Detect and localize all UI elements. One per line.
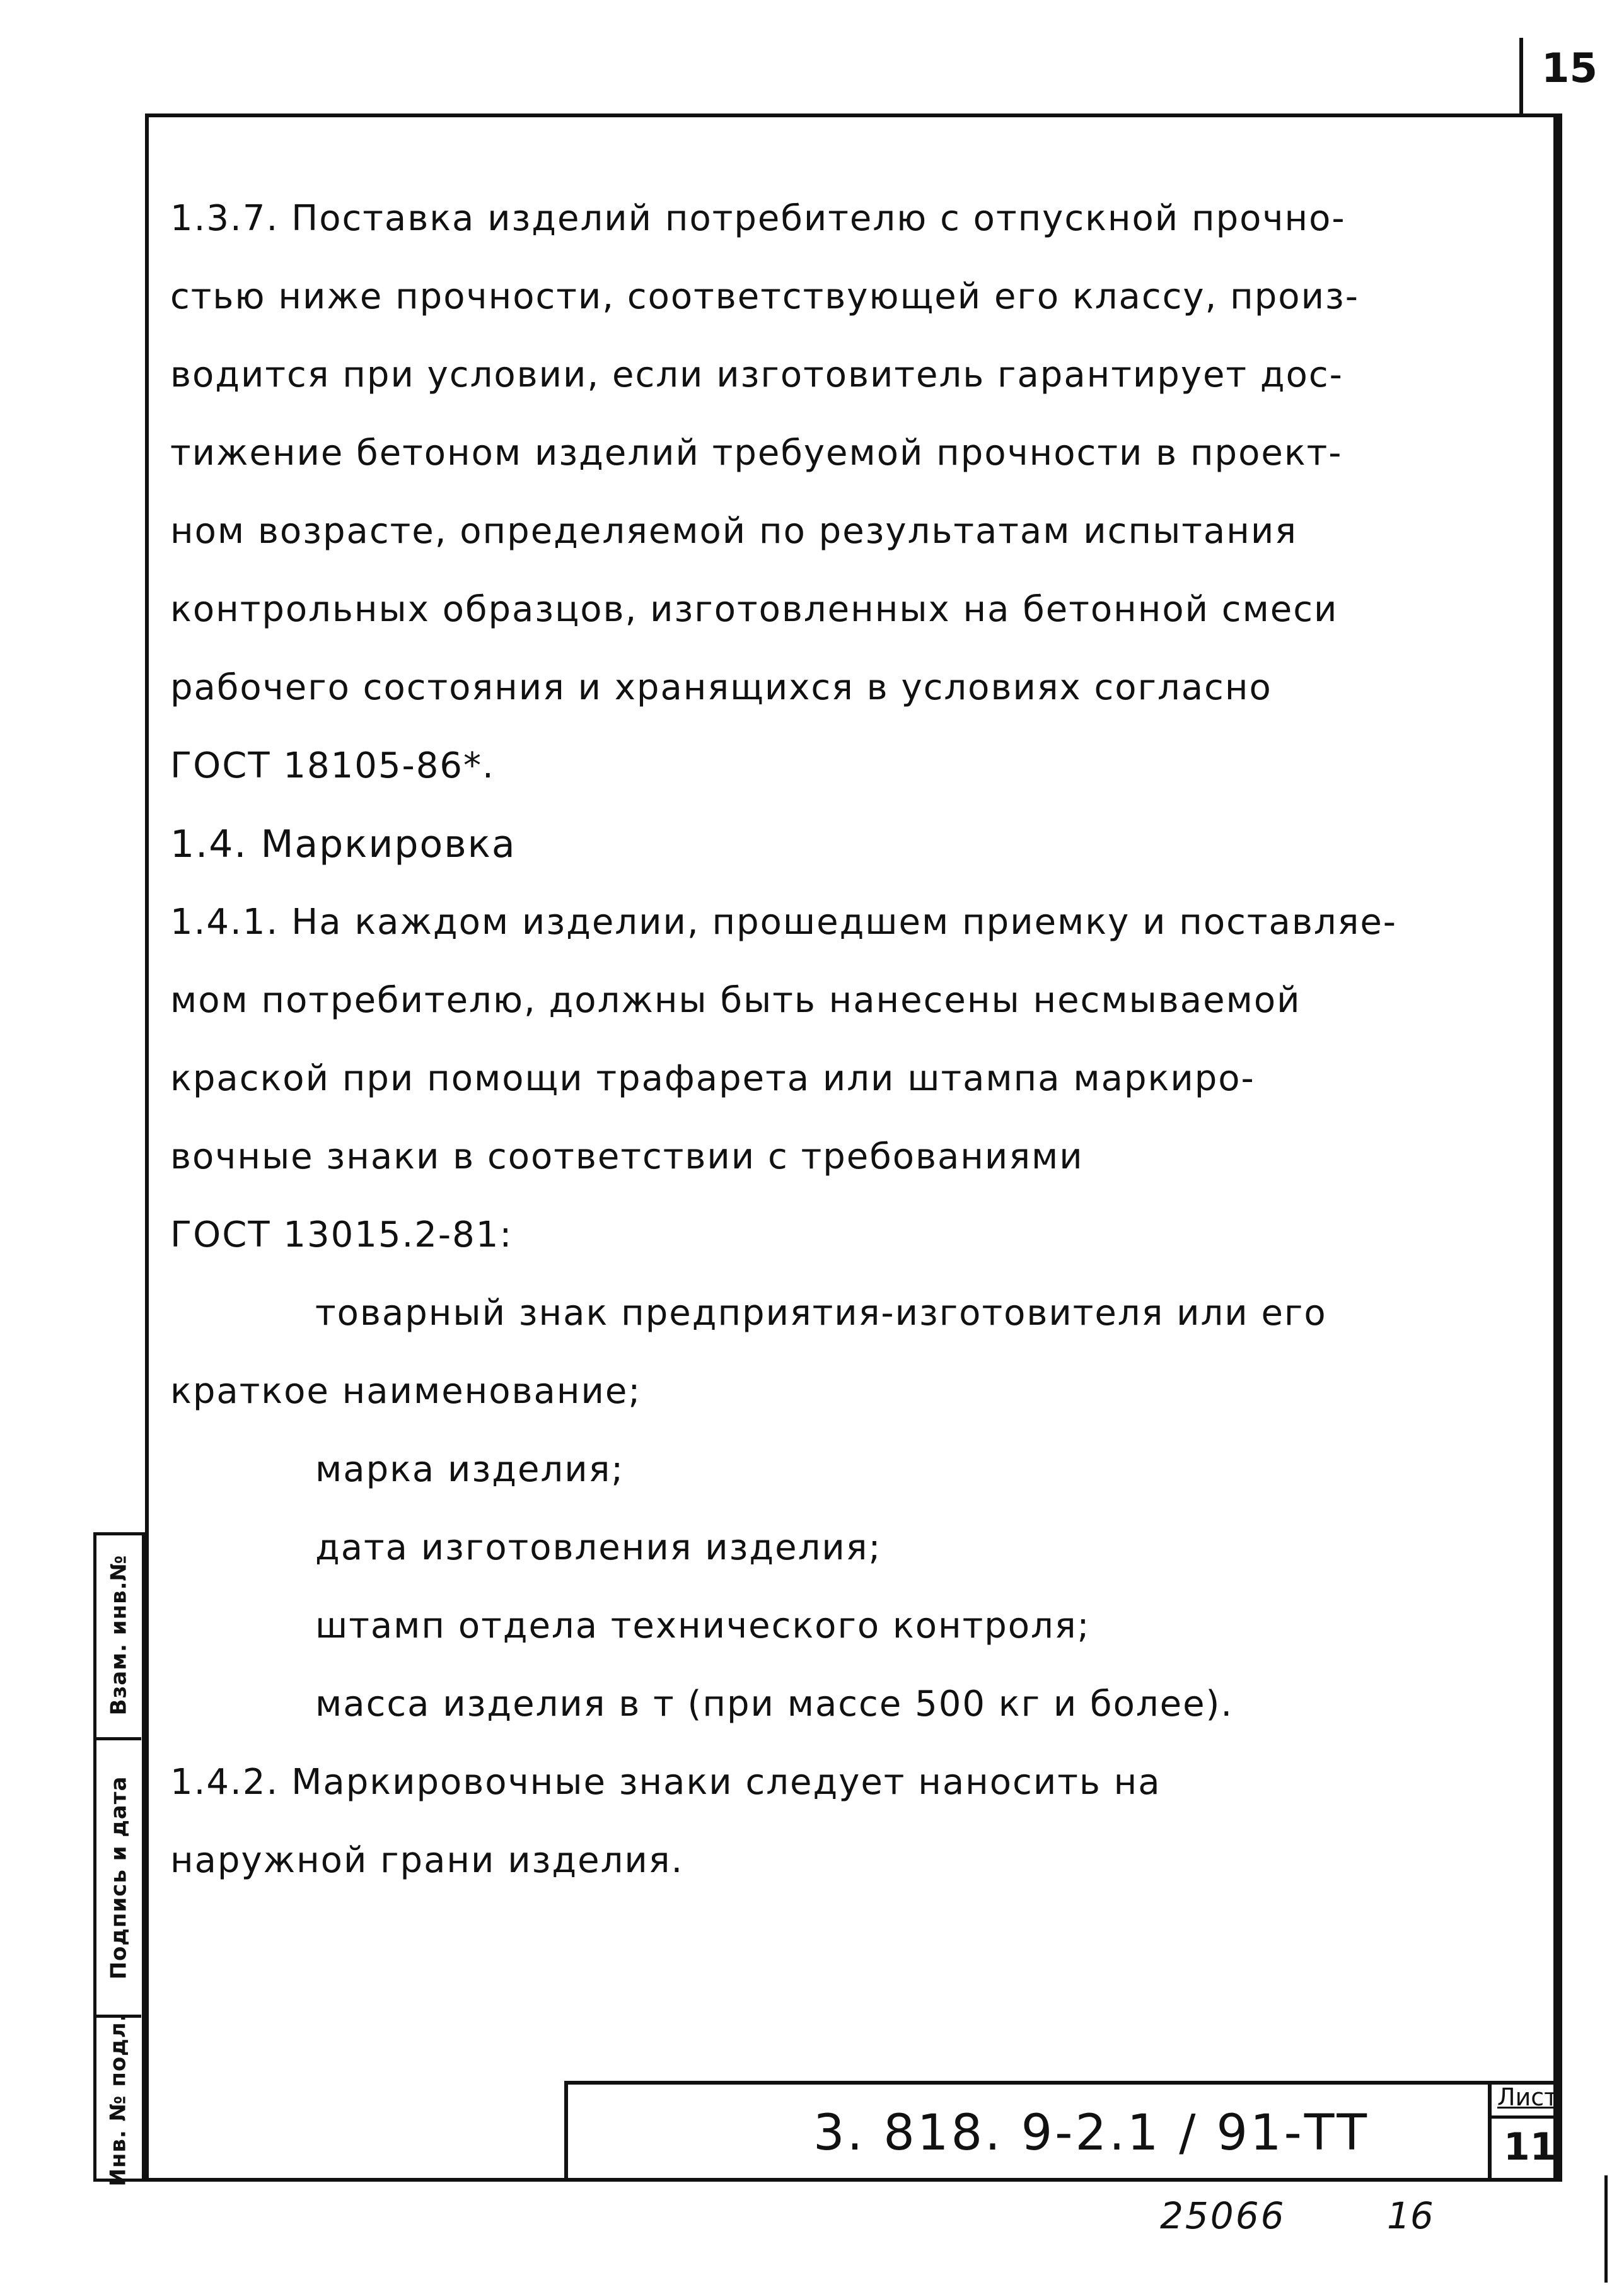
sheet-label: Лист <box>1497 2083 1558 2111</box>
clause-1-4-1-line: мом потребителю, должны быть нанесены несмываемой <box>170 980 1301 1021</box>
list-item-cont: краткое наименование; <box>170 1371 642 1412</box>
stamp-label: Инв. № подл. <box>106 2013 131 2187</box>
clause-1-3-7-line: рабочего состояния и хранящихся в условиях согласно <box>170 667 1272 708</box>
list-item: марка изделия; <box>315 1449 625 1490</box>
stamp-label: Подпись и дата <box>106 1776 132 1979</box>
corner-mark <box>1519 38 1523 113</box>
frame-right-edge <box>1555 113 1562 2182</box>
document-code: 3. 818. 9-2.1 / 91-ТТ <box>813 2105 1370 2162</box>
clause-1-4-1: 1.4.1. На каждом изделии, прошедшем приемку и поставляе- <box>170 902 1397 943</box>
stamp-cell-podpis <box>96 1740 141 2018</box>
clause-1-4-2-line: наружной грани изделия. <box>170 1840 684 1881</box>
clause-1-3-7-line: контрольных образцов, изготовленных на бетонной смеси <box>170 589 1338 630</box>
stamp-cell-inv-podl <box>96 2013 141 2187</box>
list-item: масса изделия в т (при массе 500 кг и более). <box>315 1684 1234 1725</box>
clause-1-4-1-line: ГОСТ 13015.2-81: <box>170 1214 513 1255</box>
archive-sheet: 16 <box>1387 2194 1434 2237</box>
clause-1-4-2: 1.4.2. Маркировочные знаки следует наносить на <box>170 1762 1161 1803</box>
document-body <box>170 180 1538 1900</box>
edge-tick <box>1604 2175 1608 2283</box>
stamp-cell-inv-vzam <box>96 1532 141 1740</box>
list-item: дата изготовления изделия; <box>315 1527 882 1568</box>
sheet-divider <box>1492 2115 1557 2119</box>
sheet-number: 11 <box>1504 2125 1557 2169</box>
list-item: штамп отдела технического контроля; <box>315 1605 1091 1646</box>
clause-1-3-7-line: ном возрасте, определяемой по результатам испытания <box>170 511 1297 552</box>
list-item: товарный знак предприятия-изготовителя или его <box>315 1293 1327 1334</box>
clause-1-3-7-line: ГОСТ 18105-86*. <box>170 745 495 786</box>
section-heading-marking: 1.4. Маркировка <box>170 822 516 866</box>
clause-1-4-1-line: вочные знаки в соответствии с требованиями <box>170 1136 1084 1177</box>
clause-1-3-7-line: стью ниже прочности, соответствующей его классу, произ- <box>170 276 1359 317</box>
clause-1-3-7-line: водится при условии, если изготовитель гарантирует дос- <box>170 354 1343 395</box>
archive-number: 25066 <box>1160 2194 1286 2237</box>
clause-1-4-1-line: краской при помощи трафарета или штампа маркиро- <box>170 1058 1255 1099</box>
clause-1-3-7: 1.3.7. Поставка изделий потребителю с отпускной прочно- <box>170 198 1346 239</box>
page-number: 15 <box>1541 45 1598 92</box>
stamp-label: Взам. инв.№ <box>106 1554 131 1715</box>
clause-1-3-7-line: тижение бетоном изделий требуемой прочности в проект- <box>170 433 1343 474</box>
